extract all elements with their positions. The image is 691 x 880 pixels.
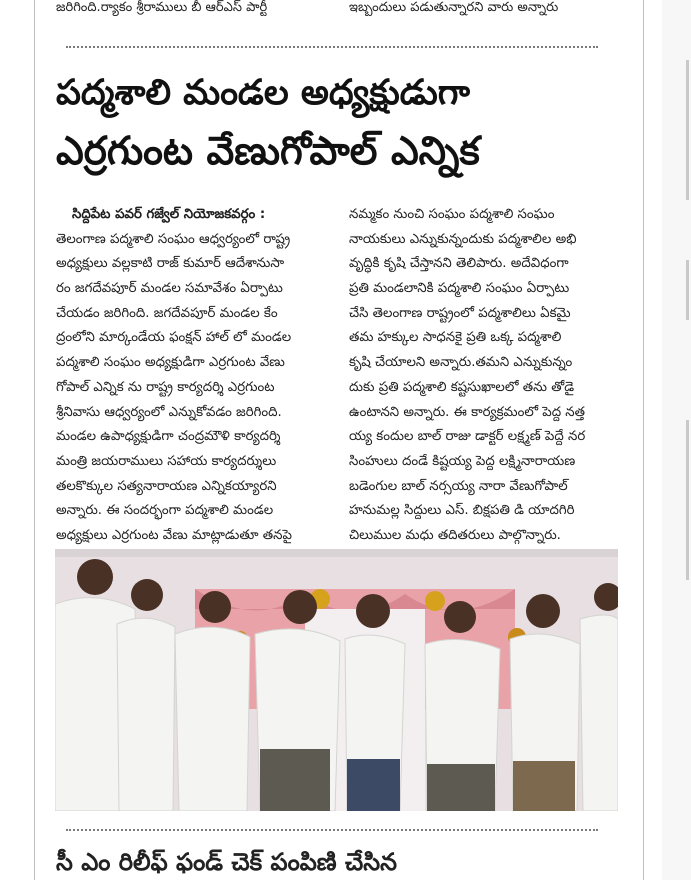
article-line: హనుమల్ల సిద్దులు ఎస్. బిక్షపతి డి యాదగిరి [349, 503, 575, 519]
article-line: ఉంటానని అన్నారు. ఈ కార్యక్రమంలో పెద్ద నత్త [349, 404, 585, 420]
dateline: సిద్దిపేట పవర్ గజ్వేల్ నియోజకవర్గం : [72, 207, 266, 222]
article-line: రం జగదేవపూర్ మండల సమావేశం ఏర్పాటు [56, 281, 283, 297]
article-line: య్య కందుల బాల్ రాజు డాక్టర్ లక్ష్మణ్ పెద్దే నర [349, 429, 586, 445]
article-line: కృషి చేయాలని అన్నారు.తమని ఎన్నుకున్నం [349, 355, 573, 371]
article-line: బడెంగుల బాల్ నర్సయ్య నారా వేణుగోపాల్ [349, 478, 568, 494]
article-line: పద్మశాలి సంఘం అధ్యక్షుడిగా ఎర్రగుంట వేణు [56, 355, 285, 371]
page-rule-right [643, 0, 644, 880]
headline-line-2: ఎర్రగుంట వేణుగోపాల్ ఎన్నిక [56, 129, 480, 174]
article-line: అధ్యక్షులు వల్లకాటి రాజ్ కుమార్ ఆదేశానుసా [56, 256, 285, 272]
previous-article-snippet-left: జరిగింది.ర్యాకం శ్రీరాములు బీ ఆర్ఎస్ పార్టీ [56, 0, 268, 15]
article-line: మంత్రి జయరాములు సహాయ కార్యదర్శులు [56, 453, 277, 469]
article-line: తలకొక్కుల సత్యనారాయణ ఎన్నికయ్యారని [56, 478, 277, 494]
article-line: శ్రీనివాసు ఆధ్వర్యంలో ఎన్నుకోవడం జరిగింది. [56, 404, 282, 420]
article-line: మండల ఉపాధ్యక్షుడిగా చంద్రమౌళి కార్యదర్శి [56, 429, 281, 445]
article-column-2 [349, 203, 611, 549]
headline-line-1: పద్మశాలి మండల అధ్యక్షుడుగా [56, 73, 470, 113]
article-line: చేయడం జరిగింది. జగదేవపూర్ మండల కేం [56, 305, 278, 321]
article-line: నాయకులు ఎన్నుకున్నందుకు పద్మశాలిల అభి [349, 231, 577, 247]
article-line: నమ్మకం నుంచి సంఘం పద్మశాలి సంఘం [349, 207, 555, 222]
adjacent-mark [686, 260, 689, 320]
article-line: అన్నారు. ఈ సందర్భంగా పద్మశాలి మండల [56, 503, 274, 519]
previous-article-snippet-right: ఇబ్బందులు పడుతున్నారని వారు అన్నారు [349, 0, 559, 15]
page-rule-left [34, 0, 35, 880]
adjacent-mark [686, 60, 689, 200]
section-divider-bottom [66, 829, 598, 831]
article-line: అధ్యక్షులు ఎర్రగుంట వేణు మాట్లాడుతూ తనపై [56, 527, 292, 543]
newspaper-photo [55, 549, 618, 811]
section-divider-top [66, 46, 598, 48]
article-line: ప్రతి మండలానికి పద్మశాలి సంఘం ఏర్పాటు [349, 281, 570, 297]
article-line: చిలుముల మధు తదితరులు పాల్గొన్నారు. [349, 527, 561, 543]
article-column-1 [56, 203, 318, 549]
article-line: తెలంగాణ పద్మశాలి సంఘం ఆధ్వర్యంలో రాష్ట్ర [56, 231, 291, 247]
adjacent-mark [686, 420, 689, 580]
article-line: గోపాల్ ఎన్నిక ను రాష్ట్ర కార్యదర్శి ఎర్రగుంట [56, 379, 275, 395]
article-line: వృద్ధికి కృషి చేస్తానని తెలిపారు. అదేవిధంగా [349, 256, 569, 272]
article-line: దుకు ప్రతి పద్మశాలి కష్టసుఖాలలో తను తోడై [349, 379, 575, 395]
article-line: ద్రంలోని మార్కండేయ ఫంక్షన్ హాల్ లో మండల [56, 330, 292, 346]
article-line: సింహులు దండే కిష్టయ్య పెద్ద లక్ష్మినారాయణ [349, 453, 576, 469]
article-line: చేసి తెలంగాణ రాష్ట్రంలో పద్మశాలిలు ఏకమై [349, 305, 571, 321]
article-line: తమ హక్కుల సాధనకై ప్రతి ఒక్క పద్మశాలి [349, 330, 562, 346]
event-photo-illustration [55, 549, 618, 811]
next-article-headline: సీ ఎం రిలీఫ్ ఫండ్ చెక్ పంపిణి చేసిన [56, 848, 397, 876]
